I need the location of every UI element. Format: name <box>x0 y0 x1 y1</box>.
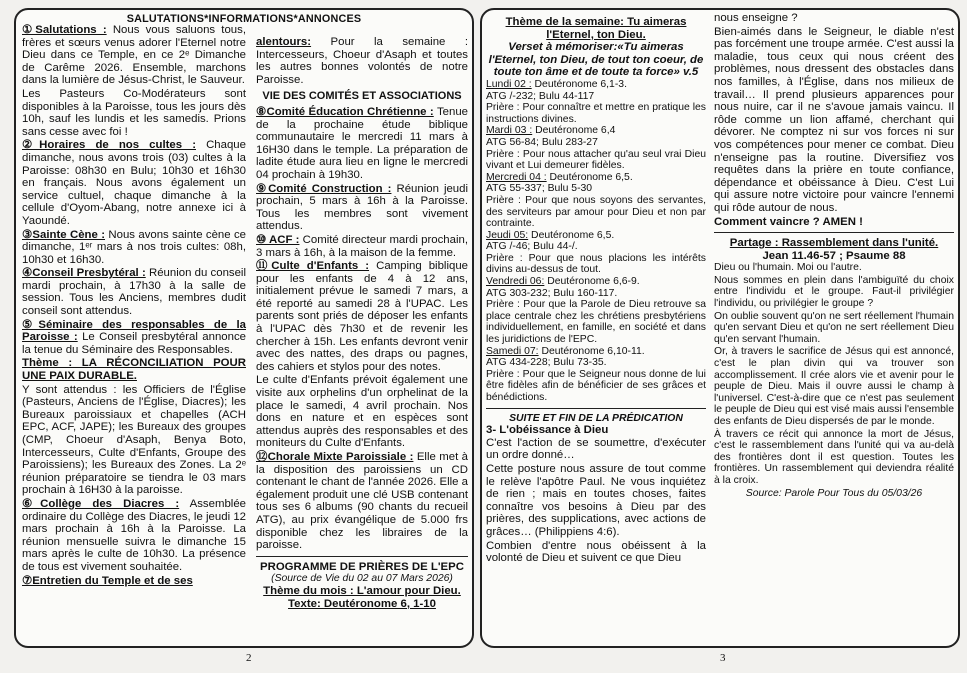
announcement-heading: ⑩ ACF : <box>256 233 300 246</box>
program-text: Texte: Deutéronome 6, 1-10 <box>288 597 436 610</box>
left-column-2 <box>256 36 468 610</box>
prayer-day-reading <box>486 346 706 358</box>
announcement-text: Chaque dimanche, nous avons trois (03) cultes à la Paroisse: 08h30 en Bulu; 10h30 et 16h30 en français. Nous avons également un service cultuel, chaque dimanche à la cellule d'Oyom-Abang, notre annexe ici à Yaoundé. <box>22 139 246 227</box>
announcement-paragraph <box>256 234 468 259</box>
prayer-day-reference: Deutéronome 6,1-3. <box>531 78 627 90</box>
memory-verse: Verset à mémoriser:«Tu aimeras l'Eternel, ton Dieu, de tout ton coeur, de toute ton âme et de toute ta force» v.5 <box>488 41 704 79</box>
announcement-paragraph <box>22 267 246 317</box>
partage-reference: Jean 11.46-57 ; Psaume 88 <box>762 249 906 262</box>
partage-paragraph: Nous sommes en plein dans l'ambiguïté du choix entre l'individu et le groupe. Faut-il privilégier l'individu, ou privilégier le groupe ? <box>714 274 954 310</box>
partage-paragraph: On oublie souvent qu'on ne sert réellement l'humain qu'en servant Dieu et qu'on ne sert réellement Dieu qu'en servant l'humain. <box>714 310 954 345</box>
prayer-text: Prière : Pour que nous soyons des servantes, des serviteurs par amour pour Dieu et non par contrainte. <box>486 194 706 230</box>
section-heading: VIE DES COMITÉS ET ASSOCIATIONS <box>262 90 462 103</box>
divider-line <box>256 556 468 557</box>
announcement-heading: ②Horaires de nos cultes : <box>22 139 196 152</box>
announcement-text: Réunion jeudi prochain, 5 mars à 16h à la Paroisse. Tous les membres sont vivement attendus. <box>256 182 469 233</box>
week-theme: Thème de la semaine: Tu aimeras l'Eternel, ton Dieu. <box>505 16 687 41</box>
right-column-2 <box>714 12 954 499</box>
prayer-day <box>486 346 706 404</box>
prayer-day <box>486 230 706 276</box>
prayer-day-label: Samedi 07: <box>486 345 539 357</box>
divider-line <box>486 408 706 409</box>
source-citation: Source: Parole Pour Tous du 05/03/26 <box>745 487 923 499</box>
sermon-paragraph: Combien d'entre nous obéissent à la volonté de Dieu et suivent ce que Dieu <box>486 539 706 565</box>
announcement-heading: ④Conseil Presbytéral : <box>22 267 146 280</box>
prayer-day-reference: Deutéronome 6,6-9. <box>544 276 640 288</box>
page-header: SALUTATIONS*INFORMATIONS*ANNONCES <box>126 13 362 25</box>
program-title: PROGRAMME DE PRIÈRES DE L'EPC <box>260 560 464 573</box>
partage-paragraph: Dieu ou l'humain. Moi ou l'autre. <box>714 262 862 274</box>
prayer-day-label: Mercredi 04 : <box>486 171 547 183</box>
prayer-text: Prière : Pour que nous placions les intérêts divins au-dessus de tout. <box>486 252 706 276</box>
announcement-text: Pour la semaine : Intercesseurs, Choeur d'Asaph et toutes les autres bonnes volontés de notre Paroisse. <box>256 36 468 86</box>
prayer-day-reference: Deutéronome 6,5. <box>546 171 633 183</box>
announcement-paragraph <box>256 183 468 233</box>
prayer-day-label: Vendredi 06: <box>486 276 545 288</box>
announcement-heading: ⑧Comité Éducation Chrétienne : <box>256 105 434 118</box>
announcement-paragraph <box>256 374 468 450</box>
right-page <box>480 8 960 648</box>
announcement-text: Y sont attendus : les Officiers de l'Église (Pasteurs, Anciens de l'Église, Diacres); les Bureaux paroissiaux et chapelles (ACH EPC, ACF, JAPE); les Bureaux des groupes (CMP, Choeur d'Asaph, Benya Boto, Intercesseurs, Culte d'Enfants, Groupe des Paroissiens); les Bureaux des Zones. La 2ᵉ réunion préparatoire se tiendra le 03 mars prochain à 16H30 à la paroisse. <box>22 383 246 497</box>
prayer-day-reference: Deutéronome 6,5. <box>528 229 615 241</box>
prayer-day-label: Jeudi 05: <box>486 229 529 241</box>
partage-paragraph: Or, à travers le sacrifice de Jésus qui est annoncé, c'est le plan divin qui va trouver son accomplissement. Il crée alors vie et avenir pour le peuple de Dieu. Mais il ouvre aussi le champ à l'universel. C'est-à-dire que ce n'est pas seulement le peuple de Dieu qui est visé mais aussi l'ensemble des enfants de Dieu dispersés de par le monde. <box>714 346 954 427</box>
announcement-heading: ⑦Entretien du Temple et de ses <box>22 574 193 587</box>
prayer-day-label: Lundi 02 : <box>486 78 532 90</box>
prayer-day <box>486 276 706 346</box>
announcement-paragraph <box>22 88 246 138</box>
prayer-text: Prière : Pour connaître et mettre en pratique les instructions divines. <box>486 102 706 125</box>
announcement-heading: ⑪Culte d'Enfants : <box>256 260 370 273</box>
sermon-paragraph: C'est l'action de se soumettre, d'exécuter un ordre donné… <box>486 436 706 462</box>
program-source: (Source de Vie du 02 au 07 Mars 2026) <box>271 573 453 585</box>
hymn-reference: ATG 434-228; Bulu 73-35. <box>486 357 607 369</box>
hymn-reference: ATG /-46; Bulu 44-/. <box>486 241 578 253</box>
program-theme: Thème du mois : L'amour pour Dieu. <box>263 584 461 597</box>
prayer-day <box>486 125 706 171</box>
prayer-day-label: Mardi 03 : <box>486 125 533 137</box>
prayer-day-reference: Deutéronome 6,10-11. <box>538 345 645 357</box>
announcement-paragraph <box>22 498 246 574</box>
prayer-day-reading <box>486 276 706 288</box>
announcement-heading: ⑥Collège des Diacres : <box>22 497 180 510</box>
divider-line <box>714 232 954 233</box>
announcement-paragraph <box>256 106 468 182</box>
announcement-text: Le culte d'Enfants prévoit également une visite aux orphelins d'un orphelinat de la place le samedi, 4 avril prochain. Nos dons en nature et en espèces sont attendus auprès des responsables et des moniteurs du Culte d'Enfants. <box>256 374 468 450</box>
sermon-subheading: 3- L'obéissance à Dieu <box>486 424 609 437</box>
sermon-conclusion: Comment vaincre ? AMEN ! <box>714 215 863 228</box>
announcement-text: Les Pasteurs Co-Modérateurs sont disponibles à la Paroisse, tous les jours dès 10h, sauf les lundis et les samedis. Prions sans cesse avec foi ! <box>22 87 246 138</box>
announcement-text: Réunion du conseil mardi prochain, à 17h30 à la salle de session. Tous les Anciens, membres dudit conseil sont attendus. <box>22 267 246 318</box>
announcement-text: Nous avons sainte cène ce dimanche, 1ᵉʳ mars à nos trois cultes: 08h, 10h30 et 16h30. <box>22 228 247 266</box>
prayer-day-reading <box>486 79 706 91</box>
prayer-day-reference: Deutéronome 6,4 <box>532 125 616 137</box>
hymn-reference: ATG 303-232; Bulu 160-117. <box>486 287 618 299</box>
prayer-day-reading <box>486 125 706 137</box>
hymn-reference: ATG /-232; Bulu 44-117 <box>486 90 595 102</box>
announcement-text: Comité directeur mardi prochain, 3 mars à 16h, à la maison de la femme. <box>256 233 468 259</box>
announcement-text: Assemblée ordinaire du Collège des Diacres, le jeudi 12 mars prochain à 16h à la Paroisse. La réunion mensuelle suivra le dimanche 15 mars après le culte de 10h30. La présence de tous est vivement souhaitée. <box>22 497 246 573</box>
announcement-heading: ①Salutations : <box>22 24 107 36</box>
sermon-continuation-header: SUITE ET FIN DE LA PRÉDICATION <box>509 412 683 424</box>
announcement-heading: ③Sainte Cène : <box>22 228 106 241</box>
announcement-text: Elle met à la disposition des paroissiens un CD contenant le chant de l'année 2026. Elle a également produit une clé USB contenant tous ses 6 albums (90 chants du recueil ATG), au prix évangélique de 5.000 frs disponible chez les libraires de la paroisse. <box>256 451 468 552</box>
announcement-paragraph <box>256 36 468 86</box>
announcement-paragraph <box>22 357 246 382</box>
announcement-heading: alentours: <box>256 36 312 48</box>
announcement-paragraph <box>22 575 246 588</box>
prayer-day <box>486 79 706 125</box>
left-page <box>14 8 474 648</box>
prayer-text: Prière : Pour que le Seigneur nous donne de lui être fidèles afin de bénéficier de ses grâces et bénédictions. <box>486 368 706 403</box>
prayer-text: Prière : Pour que la Parole de Dieu retrouve sa place centrale chez les chrétiens presbytériens individuellement, en famille, en société et dans les juridictions de l'EPC. <box>486 299 706 346</box>
announcement-paragraph <box>22 319 246 357</box>
announcement-paragraph <box>256 260 468 373</box>
announcement-paragraph <box>22 139 246 227</box>
sermon-paragraph: Bien-aimés dans le Seigneur, le diable n'est pas forcément une troupe armée. C'est aussi la maladie, tous ceux qui nous créent des problèmes, nous dressent des obstacles dans nos familles, à l'Église, dans nos milieux de travail… Il prend plusieurs apparences pour nous nuire, car il ne s'avoue jamais vaincu. Il rôde comme un lion affamé, cherchant qui dévorer. Ne comptez ni sur vos forces ni sur vos compétences pour mener ce combat. Dieu n'enseigne pas la routine. Diversifiez vos requêtes dans la prière en toute confiance, dépendance et obéissance à Dieu. C'est Lui qui assure notre victoire pour vaincre l'ennemi qui rôde autour de nous. <box>714 25 954 214</box>
page-number-right: 3 <box>720 652 726 664</box>
announcement-paragraph <box>22 24 246 87</box>
prayer-day-reading <box>486 172 706 184</box>
hymn-reference: ATG 56-84; Bulu 283-27 <box>486 136 598 148</box>
announcement-paragraph <box>22 384 246 497</box>
prayer-day <box>486 172 706 230</box>
announcement-text: Camping biblique pour les enfants de 4 à 12 ans, initialement prévue le samedi 7 mars, a été reporté au samedi 28 à l'UPAC. Les parents sont priés de déposer les enfants à l'UPAC dès 7h30 et de revenir les chercher à 15h. Les enfants devront venir avec des nattes, des draps ou pagnes, des cahiers et stylos pour des notes. <box>256 260 468 373</box>
announcement-heading: ⑫Chorale Mixte Paroissiale : <box>256 451 414 463</box>
announcement-heading: ⑤Séminaire des responsables de la Paroisse : <box>22 318 246 344</box>
prayer-text: Prière : Pour nous attacher qu'au seul vrai Dieu vivant et Lui demeurer fidèles. <box>486 148 706 172</box>
hymn-reference: ATG 55-337; Bulu 5-30 <box>486 183 593 195</box>
announcement-text: Nous vous saluons tous, frères et sœurs venus adorer l'Eternel notre Dieu dans ce Temple, en ce 2ᵉ Dimanche de Carême 2026. Ensemble, marchons dans la lumière de Jésus-Christ, le Sauveur. <box>22 24 246 87</box>
prayer-day-reading <box>486 230 706 242</box>
sermon-paragraph: Cette posture nous assure de tout comme le relève l'apôtre Paul. Ne vous inquiétez de rien ; mais en toutes choses, faites connaître vos besoins à Dieu par des prières, des supplications, avec actions de grâces… (Philippiens 4:6). <box>486 462 706 538</box>
announcement-heading: ⑨Comité Construction : <box>256 182 392 195</box>
announcement-heading: Thème : LA RÉCONCILIATION POUR UNE PAIX DURABLE. <box>22 357 246 383</box>
announcement-text: Tenue de la prochaine étude biblique communautaire le mercredi 11 mars à 16H30 dans le temple. La préparation de ladite étude aura lieu en ligne le mercredi 04 prochain à 19h30. <box>256 105 468 181</box>
announcement-text: Le Conseil presbytéral annonce la tenue du Séminaire des Responsables. <box>22 331 246 356</box>
partage-title: Partage : Rassemblement dans l'unité. <box>729 237 939 250</box>
sermon-paragraph: nous enseigne ? <box>714 12 798 24</box>
announcement-paragraph <box>256 451 468 552</box>
partage-paragraph: À travers ce récit qui annonce la mort de Jésus, c'est le rassemblement dans l'unité qui va au-delà des frontières dont il est question. Toutes les frontières. Un rassemblement qui deviendra réalité à la croix. <box>714 428 954 486</box>
right-column-1 <box>486 16 706 566</box>
left-column-1 <box>22 24 246 588</box>
page-number-left: 2 <box>246 652 252 664</box>
announcement-paragraph <box>22 229 246 267</box>
